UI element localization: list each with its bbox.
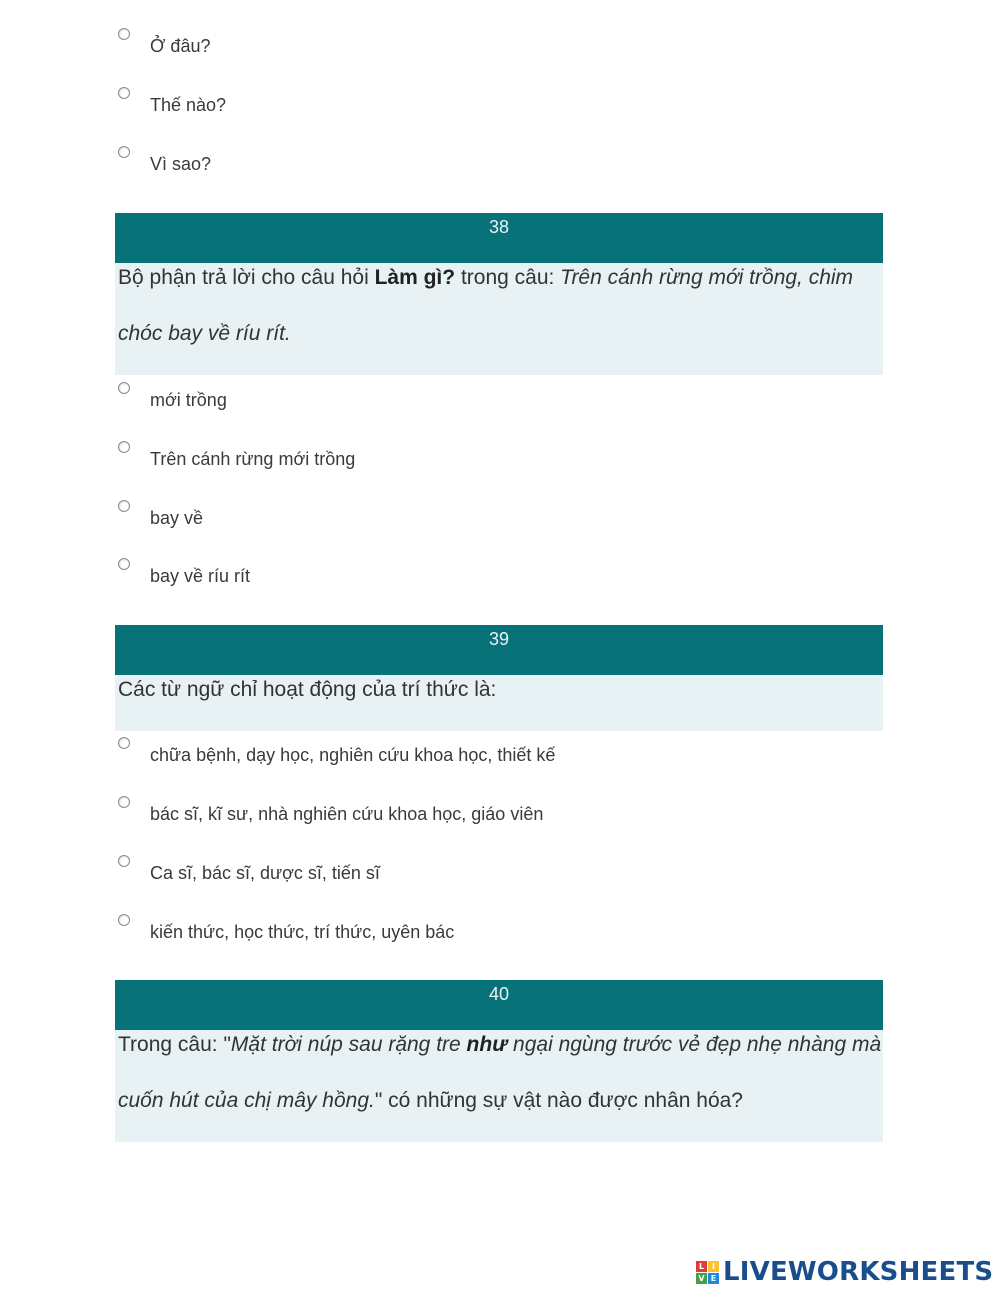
option-label: kiến thức, học thức, trí thức, uyên bác	[150, 922, 455, 942]
logo-block-v: V	[696, 1273, 707, 1284]
radio-button[interactable]	[118, 558, 130, 570]
option-q39-2[interactable]	[118, 795, 543, 825]
prompt-bold-italic: như	[466, 1033, 508, 1056]
prompt-italic: Mặt trời núp sau rặng tre	[230, 1033, 467, 1056]
radio-button[interactable]	[118, 796, 130, 808]
radio-button[interactable]	[118, 737, 130, 749]
option-label: Ca sĩ, bác sĩ, dược sĩ, tiến sĩ	[150, 863, 380, 883]
liveworksheets-logo	[696, 1252, 993, 1292]
question-prompt-39	[115, 675, 883, 731]
option-q39-3[interactable]	[118, 854, 380, 884]
logo-blocks-icon	[696, 1261, 719, 1284]
prompt-text: Bộ phận trả lời cho câu hỏi	[118, 266, 375, 289]
option-label: bác sĩ, kĩ sư, nhà nghiên cứu khoa học, giáo viên	[150, 804, 544, 824]
option-q37-2[interactable]	[118, 86, 226, 116]
question-number-39: 39	[115, 625, 883, 675]
option-label: Trên cánh rừng mới trồng	[150, 449, 356, 469]
option-q37-1[interactable]	[118, 27, 210, 57]
prompt-text: trong câu:	[455, 266, 561, 289]
option-q38-3[interactable]	[118, 499, 203, 529]
radio-button[interactable]	[118, 500, 130, 512]
prompt-line-1	[118, 1033, 881, 1057]
logo-text: LIVEWORKSHEETS	[723, 1257, 994, 1287]
option-label: chữa bệnh, dạy học, nghiên cứu khoa học, thiết kế	[150, 745, 556, 765]
prompt-line-1	[118, 266, 853, 290]
radio-button[interactable]	[118, 382, 130, 394]
prompt-bold: Làm gì?	[374, 266, 456, 289]
option-label: mới trồng	[150, 390, 227, 410]
prompt-line-2	[118, 1089, 743, 1113]
prompt-line-2	[118, 322, 291, 346]
question-prompt-38	[115, 263, 883, 375]
prompt-italic: chóc bay về ríu rít.	[118, 322, 291, 345]
radio-button[interactable]	[118, 28, 130, 40]
radio-button[interactable]	[118, 146, 130, 158]
prompt-italic: Trên cánh rừng mới trồng, chim	[560, 266, 854, 289]
option-q38-4[interactable]	[118, 557, 250, 587]
radio-button[interactable]	[118, 855, 130, 867]
logo-block-e: E	[708, 1273, 719, 1284]
option-label: Ở đâu?	[150, 36, 211, 56]
option-q39-1[interactable]	[118, 736, 555, 766]
prompt-italic: ngại ngùng trước vẻ đẹp nhẹ nhàng mà	[507, 1033, 882, 1056]
option-q38-1[interactable]	[118, 381, 227, 411]
logo-block-l: L	[696, 1261, 707, 1272]
option-label: bay về	[150, 508, 204, 528]
option-q38-2[interactable]	[118, 440, 355, 470]
prompt-line-1: Các từ ngữ chỉ hoạt động của trí thức là:	[118, 678, 497, 701]
option-label: Thế nào?	[150, 95, 227, 115]
question-prompt-40	[115, 1030, 883, 1142]
radio-button[interactable]	[118, 87, 130, 99]
prompt-italic: cuốn hút của chị mây hồng.	[118, 1089, 375, 1112]
option-label: Vì sao?	[150, 154, 212, 174]
prompt-text: Trong câu: "	[118, 1033, 231, 1056]
option-label: bay về ríu rít	[150, 566, 251, 586]
logo-block-i: I	[708, 1261, 719, 1272]
prompt-text: " có những sự vật nào được nhân hóa?	[374, 1089, 743, 1112]
radio-button[interactable]	[118, 441, 130, 453]
question-number-40: 40	[115, 980, 883, 1030]
option-q37-3[interactable]	[118, 145, 211, 175]
question-number-38: 38	[115, 213, 883, 263]
radio-button[interactable]	[118, 914, 130, 926]
option-q39-4[interactable]	[118, 913, 454, 943]
